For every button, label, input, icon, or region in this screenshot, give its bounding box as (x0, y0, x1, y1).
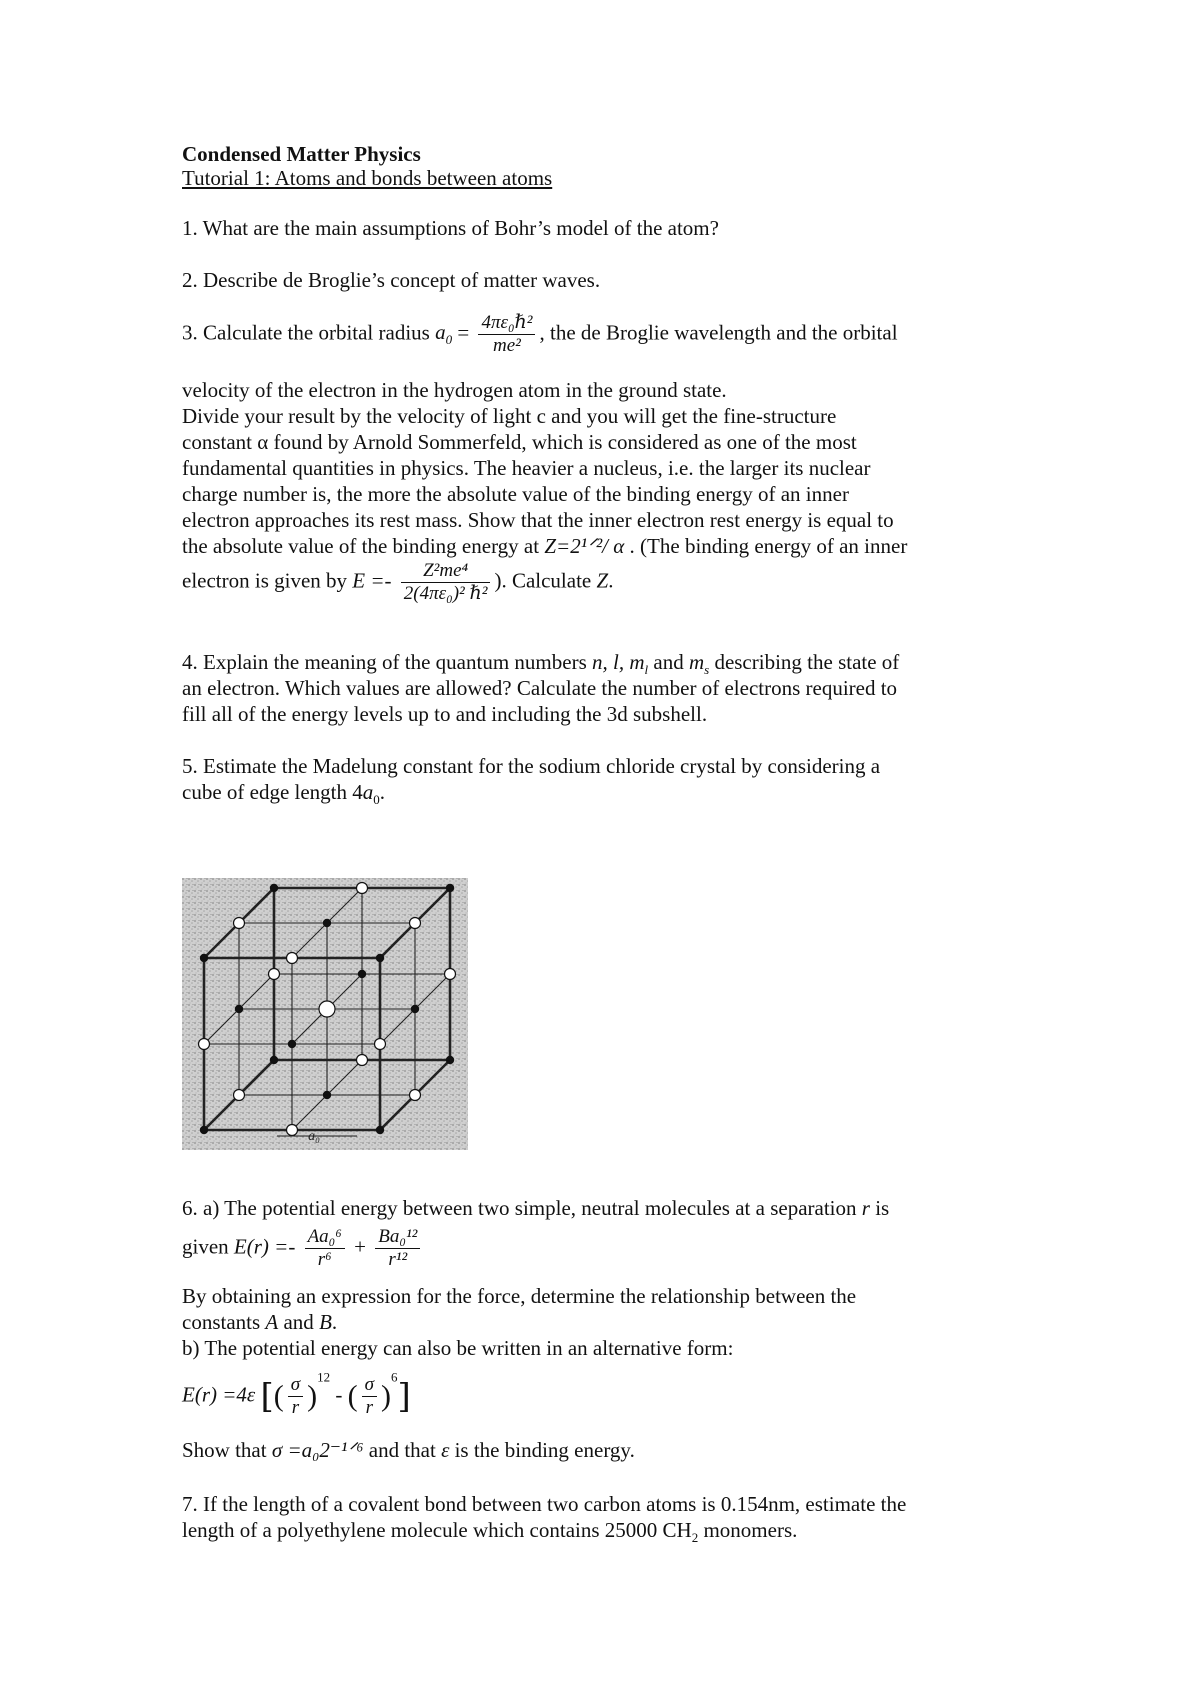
sodium-ion (323, 1091, 330, 1098)
q6-equation-line (182, 1226, 424, 1271)
lj-left-bracket: [ (260, 1376, 274, 1417)
q4-ms (688, 650, 710, 678)
nacl-crystal-figure (182, 878, 468, 1150)
q6-epsilon: ε (441, 1438, 450, 1462)
lj-frac-2 (362, 1374, 377, 1419)
lj-r-2: r (365, 1397, 373, 1418)
energy-denominator: 2(4πε₀)² ℏ² (403, 583, 488, 604)
q3-z-post: . (The binding energy of an inner (629, 534, 908, 558)
q6-term2-den: r¹² (388, 1249, 408, 1270)
sodium-ion (270, 1056, 277, 1063)
chloride-ion (445, 969, 456, 980)
q6-term1-num: Aa₀⁶ (305, 1226, 345, 1249)
q6-force-line-1: By obtaining an expression for the force, determine the relationship between the (182, 1284, 857, 1308)
lj-paren-close-1: ) (307, 1379, 318, 1413)
q4-nums-text: n, l, m (592, 650, 645, 674)
q6-const-b: B (319, 1310, 332, 1334)
q3-energy-line (182, 560, 613, 605)
q6-a-pre: 6. a) The potential energy between two simple, neutral molecules at a separation (182, 1196, 857, 1220)
q6-term1-den: r⁶ (317, 1249, 332, 1270)
chloride-ion (234, 1090, 245, 1101)
q6-r-var: r (861, 1196, 870, 1220)
chloride-ion (357, 883, 368, 894)
q7-line2-pre: length of a polyethylene molecule which contains 25000 CH (182, 1518, 692, 1542)
q5-a0-letter: a (362, 780, 374, 804)
question-5-line-2 (182, 778, 385, 807)
a0-equals: = (452, 320, 470, 345)
energy-lhs: E =- (352, 568, 392, 593)
chloride-ion (287, 953, 298, 964)
lj-r-1: r (291, 1397, 300, 1418)
lj-frac-1 (288, 1374, 303, 1419)
sodium-ion (200, 1126, 207, 1133)
q3-z-var: Z (596, 568, 609, 593)
energy-fraction (401, 560, 491, 605)
lj-minus: - (335, 1382, 343, 1407)
chloride-ion (287, 1125, 298, 1136)
q6-term1 (305, 1226, 345, 1271)
q3-line-3: Divide your result by the velocity of light c and you will get the fine-structure (182, 404, 837, 428)
sodium-ion (270, 884, 277, 891)
sodium-ion (235, 1005, 242, 1012)
lj-sigma-2: σ (362, 1374, 377, 1397)
q3-line-6: charge number is, the more the absolute value of the binding energy of an inner (182, 482, 849, 506)
sodium-ion (376, 954, 383, 961)
lennard-jones-equation (182, 1369, 411, 1419)
sodium-ion (200, 954, 207, 961)
sodium-ion (376, 1126, 383, 1133)
q3-line-8 (182, 532, 907, 561)
q6-er-lhs: E(r) =- (233, 1234, 296, 1259)
question-6-line-1 (182, 1194, 889, 1223)
q4-pre: 4. Explain the meaning of the quantum numbers (182, 650, 587, 674)
sodium-ion (446, 884, 453, 891)
question-2: 2. Describe de Broglie’s concept of matter waves. (182, 268, 601, 292)
q5-a0-sub: 0 (373, 792, 380, 808)
sodium-ion (323, 919, 330, 926)
question-1: 1. What are the main assumptions of Bohr’s model of the atom? (182, 216, 719, 240)
q3-z-pre: the absolute value of the binding energy at (182, 534, 540, 558)
q3-line-7: electron approaches its rest mass. Show that the inner electron rest energy is equal to (182, 508, 894, 532)
q5-end: . (379, 780, 386, 804)
a0-dimension-label: a₀ (308, 1129, 320, 1144)
q6-show-mid: and that (363, 1438, 436, 1462)
chloride-ion (319, 1001, 335, 1017)
q5-line2-pre: cube of edge length 4 (182, 780, 363, 804)
a0-numerator: 4πε₀ℏ² (478, 312, 535, 335)
question-4-line-2: an electron. Which values are allowed? Calculate the number of electrons required to (182, 676, 898, 700)
lj-paren-open-1: ( (273, 1379, 284, 1413)
chloride-ion (410, 1090, 421, 1101)
cube-atoms (199, 883, 456, 1136)
question-7-line-1: 7. If the length of a covalent bond between two carbon atoms is 0.154nm, estimate the (182, 1492, 907, 1516)
q6-force-end: . (331, 1310, 338, 1334)
a0-symbol: $a_0$ (435, 320, 453, 348)
q3-e-end: . (608, 568, 614, 593)
q6-const-a: A (265, 1310, 279, 1334)
sodium-ion (358, 970, 365, 977)
q6-a-post: is (869, 1196, 890, 1220)
q6-plus: + (354, 1234, 366, 1259)
document-title: Condensed Matter Physics (182, 142, 421, 166)
z-expression: Z=2¹ᐟ²/ α (544, 534, 625, 558)
chloride-ion (199, 1039, 210, 1050)
q6-constants: constants (182, 1310, 261, 1334)
chloride-ion (234, 918, 245, 929)
q4-post: describing the state of (709, 650, 900, 674)
a0-letter: a (435, 320, 446, 345)
q6-given: given (182, 1234, 229, 1259)
lj-exp-12: 12 (317, 1369, 331, 1385)
a0-fraction (478, 312, 535, 357)
q6-show-end: is the binding energy. (449, 1438, 635, 1462)
q7-ch2-sub: 2 (691, 1530, 699, 1546)
lj-exp-6: 6 (390, 1369, 398, 1385)
q3-lead: 3. Calculate the orbital radius (182, 320, 430, 345)
q3-e-pre: electron is given by (182, 568, 348, 593)
q6-and: and (278, 1310, 320, 1334)
a0-denominator: me² (493, 335, 521, 356)
q3-tail: , the de Broglie wavelength and the orbital (539, 320, 898, 345)
question-3-line-1 (182, 312, 898, 357)
chloride-ion (357, 1055, 368, 1066)
q6-b-line: b) The potential energy can also be written in an alternative form: (182, 1336, 734, 1360)
sodium-ion (288, 1040, 295, 1047)
question-5-line-1: 5. Estimate the Madelung constant for the sodium chloride crystal by considering a (182, 754, 881, 778)
lj-lhs: E(r) =4ε (182, 1382, 256, 1407)
tutorial-subtitle: Tutorial 1: Atoms and bonds between atoms (182, 166, 553, 190)
chloride-ion (375, 1039, 386, 1050)
q3-e-post: ). Calculate (494, 568, 592, 593)
question-4-line-3: fill all of the energy levels up to and including the 3d subshell. (182, 702, 708, 726)
lj-paren-open-2: ( (347, 1379, 358, 1413)
q6-show-pre: Show that (182, 1438, 267, 1462)
q6-force-line-2 (182, 1308, 337, 1337)
sodium-ion (446, 1056, 453, 1063)
q6-term2-num: Ba₀¹² (375, 1226, 420, 1249)
sodium-ion (411, 1005, 418, 1012)
question-7-line-2 (182, 1516, 797, 1545)
q3-line-2: velocity of the electron in the hydrogen atom in the ground state. (182, 378, 727, 402)
q6-sigma-expression: σ =a₀2⁻¹ᐟ⁶ (271, 1438, 364, 1462)
q6-show-line (182, 1436, 635, 1465)
lj-right-bracket: ] (397, 1376, 411, 1417)
q4-and: and (648, 650, 689, 674)
energy-numerator: Z²me⁴ (401, 560, 491, 583)
q3-line-5: fundamental quantities in physics. The heavier a nucleus, i.e. the larger its nuclear (182, 456, 871, 480)
q4-quantum-numbers (592, 650, 649, 678)
q4-ms-sub: s (704, 662, 710, 678)
chloride-ion (269, 969, 280, 980)
q4-ms-letter: m (688, 650, 705, 674)
q7-line2-end: monomers. (698, 1518, 798, 1542)
q4-ml-sub: l (644, 662, 649, 678)
lj-sigma-1: σ (288, 1374, 303, 1397)
q6-term2 (375, 1226, 420, 1271)
question-4-line-1 (182, 648, 899, 677)
q3-line-4: constant α found by Arnold Sommerfeld, which is considered as one of the most (182, 430, 857, 454)
lj-paren-close-2: ) (380, 1379, 391, 1413)
chloride-ion (410, 918, 421, 929)
